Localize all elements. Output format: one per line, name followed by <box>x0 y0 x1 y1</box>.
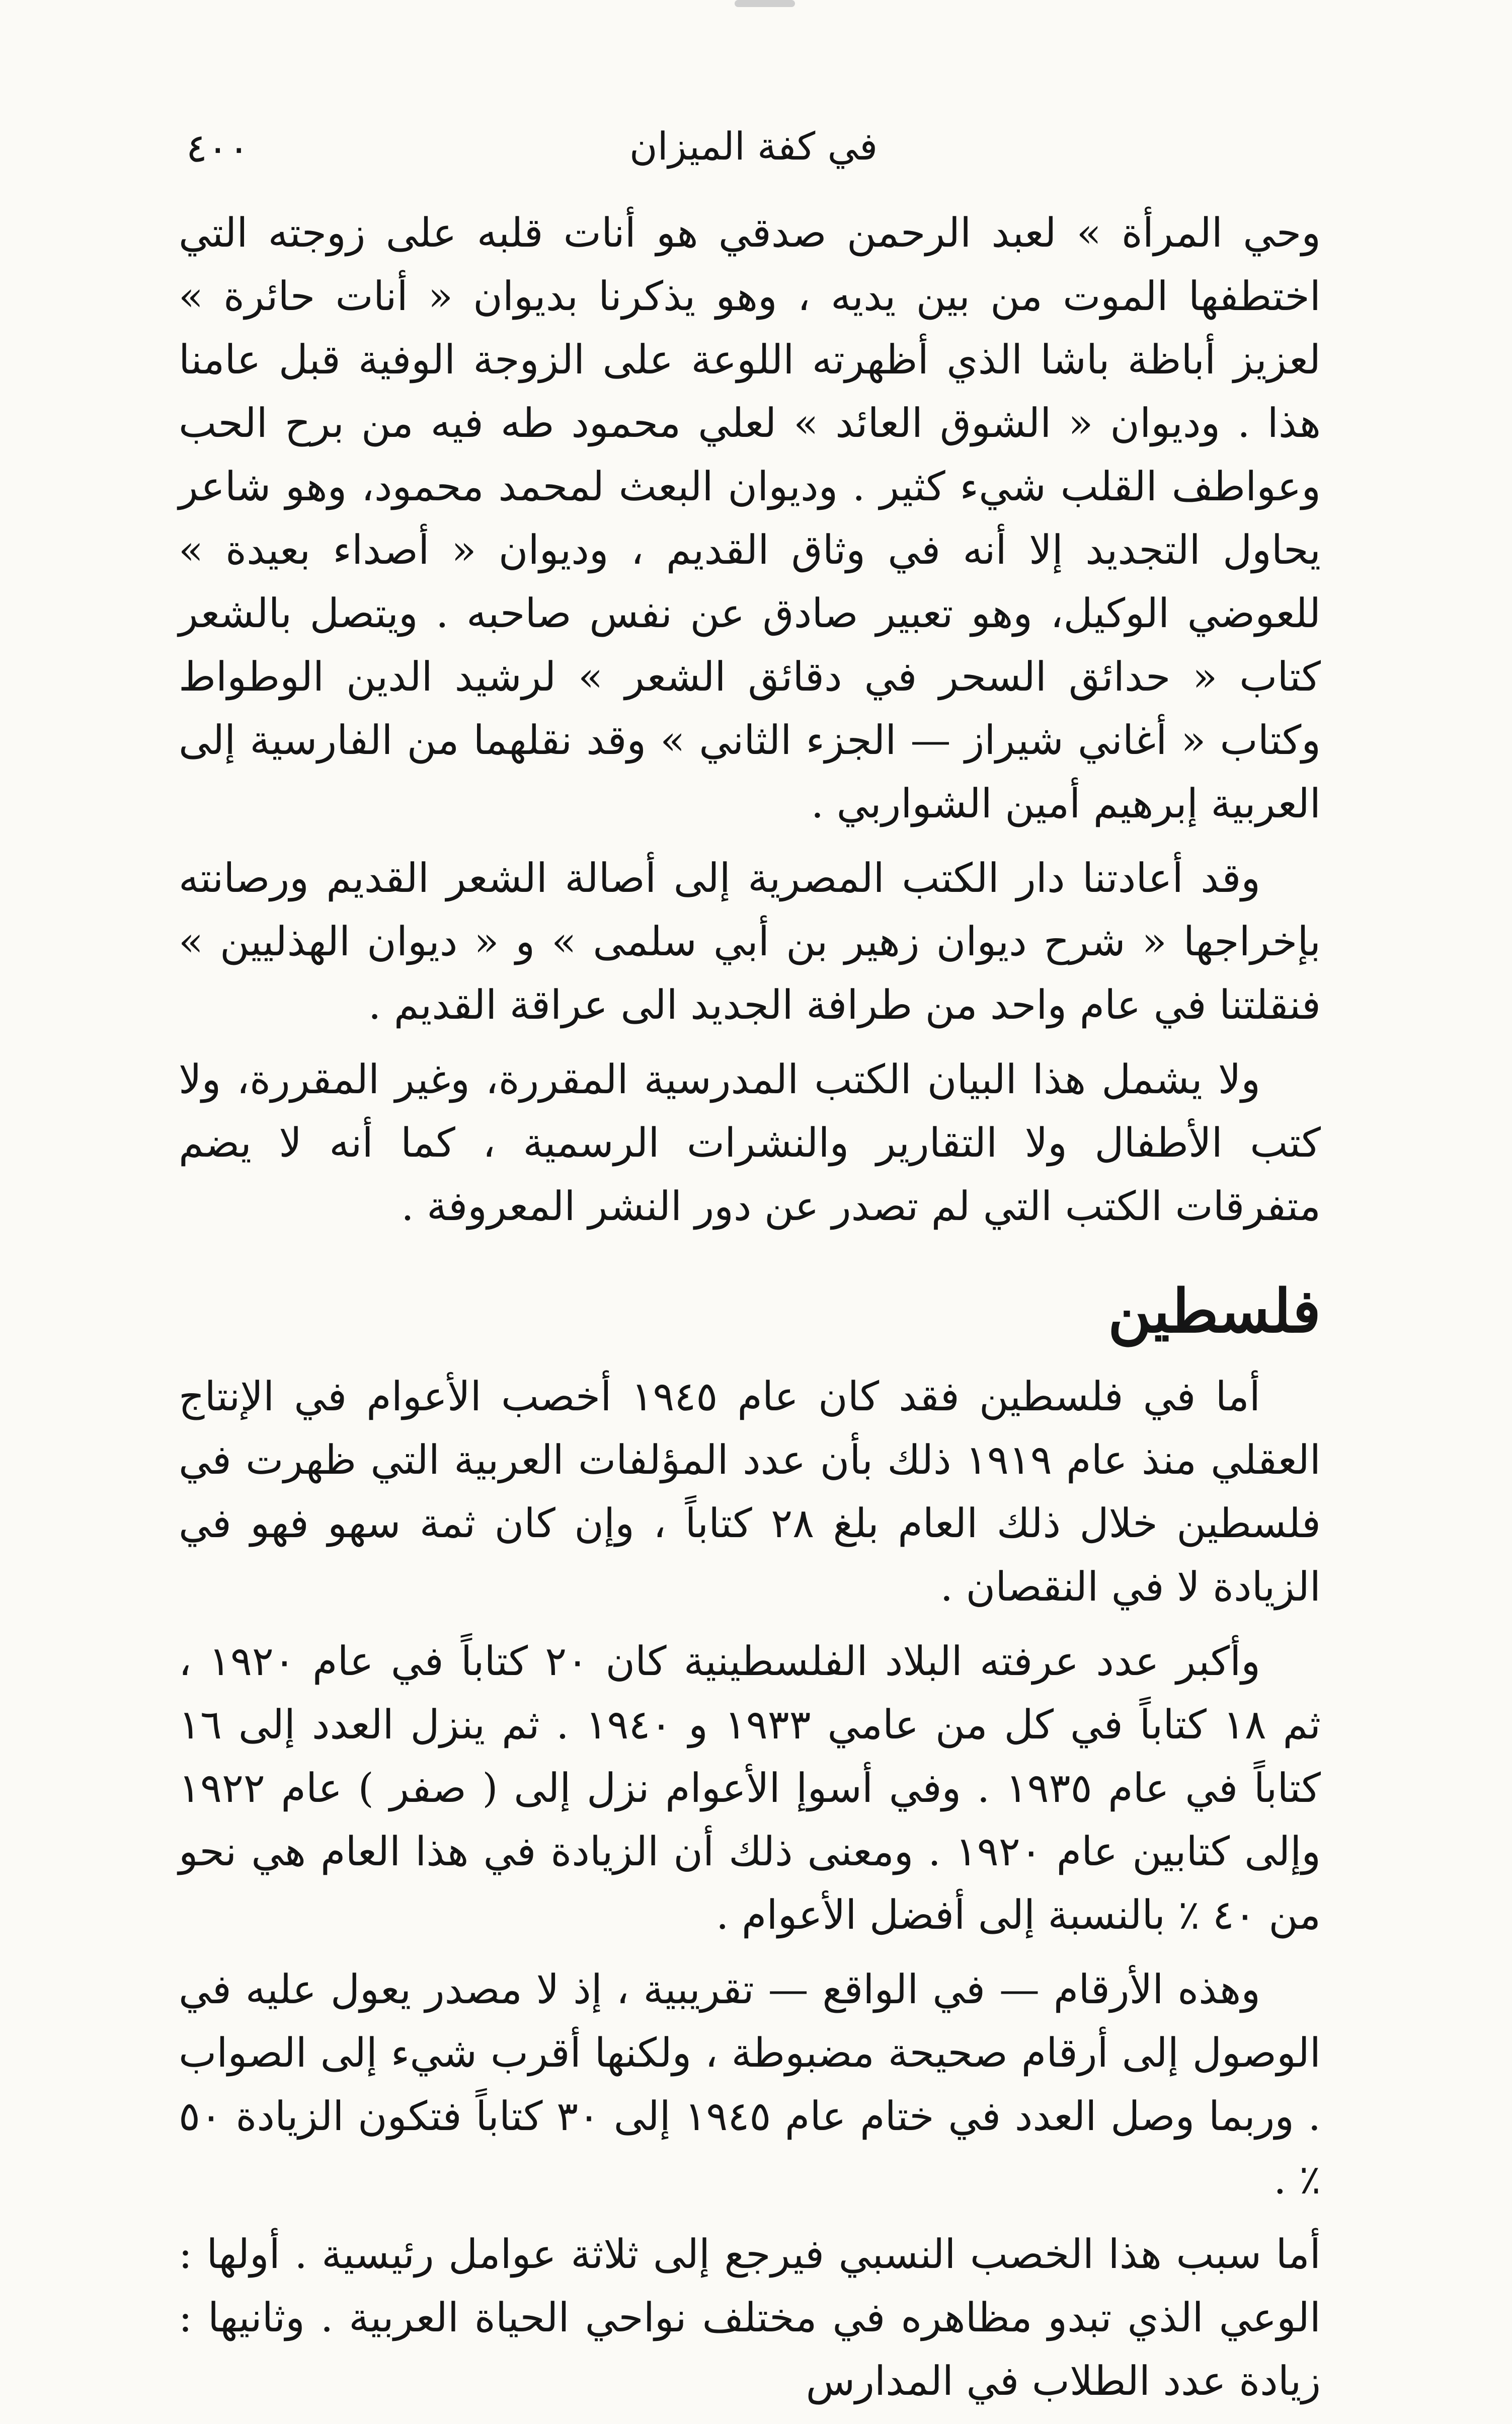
paragraph: أما سبب هذا الخصب النسبي فيرجع إلى ثلاثة عوامل رئيسية . أولها : الوعي الذي تبدو مظاهره في مختلف نواحي الحياة العربية . وثانيها : زيادة عدد الطلاب في المدارس <box>179 2231 1321 2404</box>
paragraph: ولا يشمل هذا البيان الكتب المدرسية المقررة، وغير المقررة، ولا كتب الأطفال ولا التقارير والنشرات الرسمية ، كما أنه لا يضم متفرقات الكتب التي لم تصدر عن دور النشر المعروفة . <box>179 1056 1321 1230</box>
paragraph: وحي المرأة » لعبد الرحمن صدقي هو أنات قلبه على زوجته التي اختطفها الموت من بين يديه ، وهو يذكرنا بديوان « أنات حائرة » لعزيز أباظة باشا الذي أظهرته اللوعة على الزوجة الوفية قبل عامنا هذا . وديوان « الشوق العائد » لعلي محمود طه فيه من برح الحب وعواطف القلب شيء كثير . وديوان البعث لمحمد محمود، وهو شاعر يحاول التجديد إلا أنه في وثاق القديم ، وديوان « أصداء بعيدة » للعوضي الوكيل، وهو تعبير صادق عن نفس صاحبه . ويتصل بالشعر كتاب « حدائق السحر في دقائق الشعر » لرشيد الدين الوطواط وكتاب « أغاني شيراز — الجزء الثاني » وقد نقلهما من الفارسية إلى العربية إبرهيم أمين الشواربي . <box>179 209 1321 827</box>
page-number: ٤٠٠ <box>186 126 250 171</box>
scan-mark <box>735 0 795 7</box>
body-text <box>179 201 1321 2424</box>
page-header <box>186 116 1321 181</box>
section-heading <box>179 1273 1321 1352</box>
section-heading-text: فلسطين <box>1108 1276 1321 1346</box>
paragraph: أما في فلسطين فقد كان عام ١٩٤٥ أخصب الأعوام في الإنتاج العقلي منذ عام ١٩١٩ ذلك بأن عدد المؤلفات العربية التي ظهرت في فلسطين خلال ذلك العام بلغ ٢٨ كتاباً ، وإن كان ثمة سهو فهو في الزيادة لا في النقصان . <box>179 1373 1321 1610</box>
running-title: في كفة الميزان <box>629 124 878 169</box>
paragraph: وهذه الأرقام — في الواقع — تقريبية ، إذ لا مصدر يعول عليه في الوصول إلى أرقام صحيحة مضبوطة ، ولكنها أقرب شيء إلى الصواب . وربما وصل العدد في ختام عام ١٩٤٥ إلى ٣٠ كتاباً فتكون الزيادة ٥٠ ٪ . <box>179 1966 1321 2203</box>
paragraph: وقد أعادتنا دار الكتب المصرية إلى أصالة الشعر القديم ورصانته بإخراجها « شرح ديوان زهير بن أبي سلمى » و « ديوان الهذليين » فنقلتنا في عام واحد من طرافة الجديد الى عراقة القديم . <box>179 855 1321 1028</box>
paragraph: وأكبر عدد عرفته البلاد الفلسطينية كان ٢٠ كتاباً في عام ١٩٢٠ ، ثم ١٨ كتاباً في كل من عامي ١٩٣٣ و ١٩٤٠ . ثم ينزل العدد إلى ١٦ كتاباً في عام ١٩٣٥ . وفي أسوإ الأعوام نزل إلى ( صفر ) عام ١٩٢٢ وإلى كتابين عام ١٩٢٠ . ومعنى ذلك أن الزيادة في هذا العام هي نحو من ٤٠ ٪ بالنسبة إلى أفضل الأعوام . <box>179 1638 1321 1938</box>
